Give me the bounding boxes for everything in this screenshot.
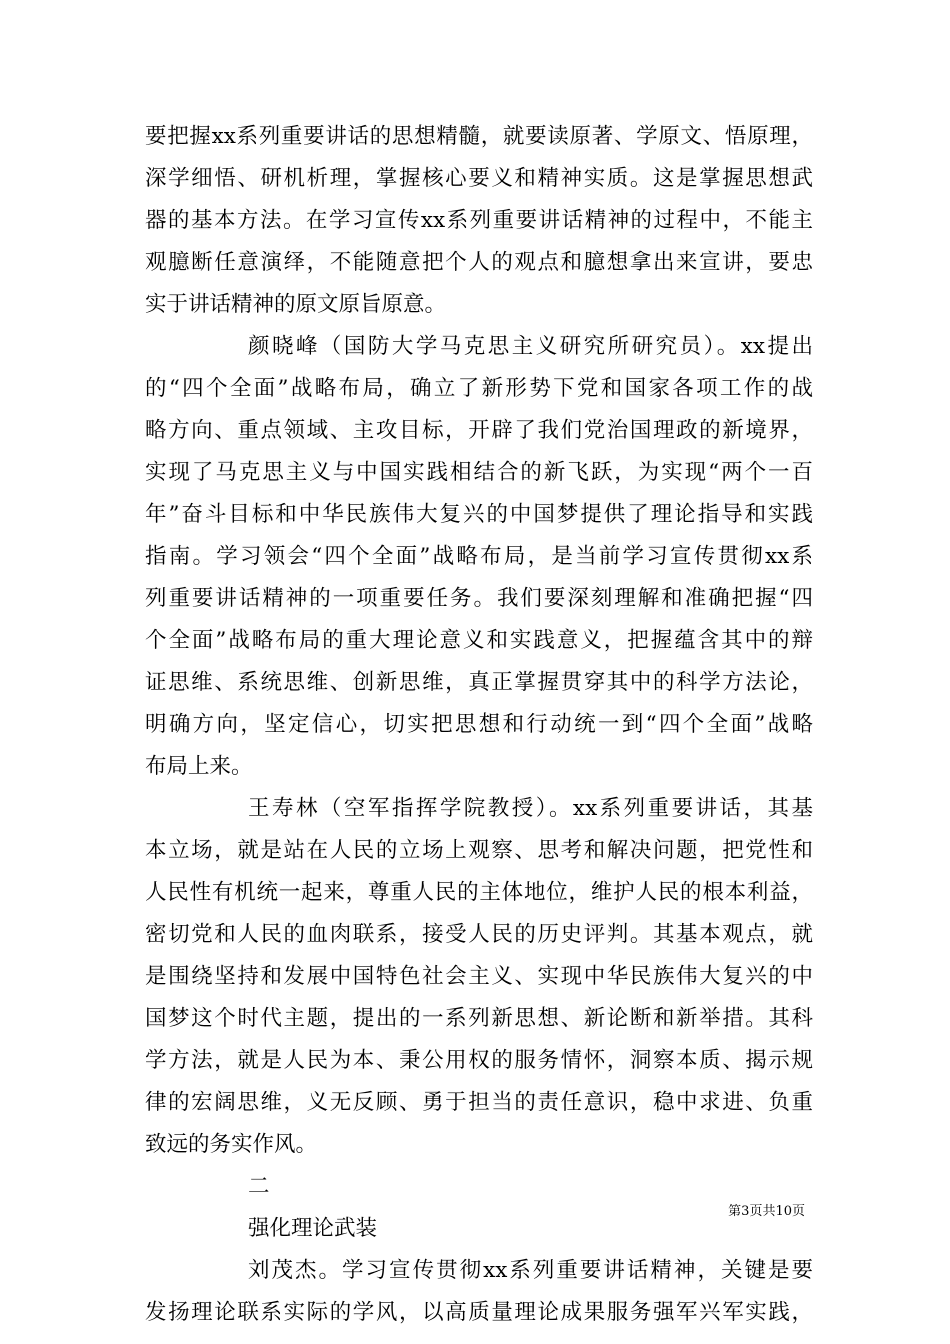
text-line: 学方法，就是人民为本、秉公用权的服务情怀，洞察本质、揭示规 — [145, 1048, 813, 1073]
text-line: 深学细悟、研机析理，掌握核心要义和精神实质。这是掌握思想武 — [145, 166, 813, 191]
text-line: 王寿林（空军指挥学院教授）。xx系列重要讲话，其基 — [248, 796, 813, 821]
section-heading: 强化理论武装 — [248, 1216, 378, 1241]
text-line: 布局上来。 — [145, 754, 253, 779]
text-line: 指南。学习领会“四个全面”战略布局，是当前学习宣传贯彻xx系 — [145, 544, 813, 569]
text-line: 密切党和人民的血肉联系，接受人民的历史评判。其基本观点，就 — [145, 922, 813, 947]
text-line: 颜晓峰（国防大学马克思主义研究所研究员）。xx提出 — [248, 334, 813, 359]
text-line: 致远的务实作风。 — [145, 1132, 318, 1157]
text-line: 实现了马克思主义与中国实践相结合的新飞跃，为实现“两个一百 — [145, 460, 813, 485]
document-body — [145, 116, 813, 1334]
text-line: 的“四个全面”战略布局，确立了新形势下党和国家各项工作的战 — [145, 376, 813, 401]
text-line: 年”奋斗目标和中华民族伟大复兴的中国梦提供了理论指导和实践 — [145, 502, 813, 527]
text-line: 实于讲话精神的原文原旨原意。 — [145, 292, 447, 317]
text-line: 器的基本方法。在学习宣传xx系列重要讲话精神的过程中，不能主 — [145, 208, 813, 233]
text-line: 是围绕坚持和发展中国特色社会主义、实现中华民族伟大复兴的中 — [145, 964, 813, 989]
section-heading: 二 — [248, 1174, 270, 1199]
text-line: 人民性有机统一起来，尊重人民的主体地位，维护人民的根本利益， — [145, 880, 813, 905]
text-line: 发扬理论联系实际的学风，以高质量理论成果服务强军兴军实践， — [145, 1300, 813, 1325]
text-line: 律的宏阔思维，义无反顾、勇于担当的责任意识，稳中求进、负重 — [145, 1090, 813, 1115]
text-line: 证思维、系统思维、创新思维，真正掌握贯穿其中的科学方法论， — [145, 670, 813, 695]
text-line: 列重要讲话精神的一项重要任务。我们要深刻理解和准确把握“四 — [145, 586, 813, 611]
text-line: 要把握xx系列重要讲话的思想精髓，就要读原著、学原文、悟原理， — [145, 124, 813, 149]
text-line: 刘茂杰。学习宣传贯彻xx系列重要讲话精神，关键是要 — [248, 1258, 813, 1283]
text-line: 国梦这个时代主题，提出的一系列新思想、新论断和新举措。其科 — [145, 1006, 813, 1031]
text-line: 明确方向，坚定信心，切实把思想和行动统一到“四个全面”战略 — [145, 712, 813, 737]
text-line: 略方向、重点领域、主攻目标，开辟了我们党治国理政的新境界， — [145, 418, 813, 443]
page-footer: 第3页共10页 — [728, 1204, 805, 1219]
text-line: 观臆断任意演绎，不能随意把个人的观点和臆想拿出来宣讲，要忠 — [145, 250, 813, 275]
text-line: 本立场，就是站在人民的立场上观察、思考和解决问题，把党性和 — [145, 838, 813, 863]
text-line: 个全面”战略布局的重大理论意义和实践意义，把握蕴含其中的辩 — [145, 628, 813, 653]
